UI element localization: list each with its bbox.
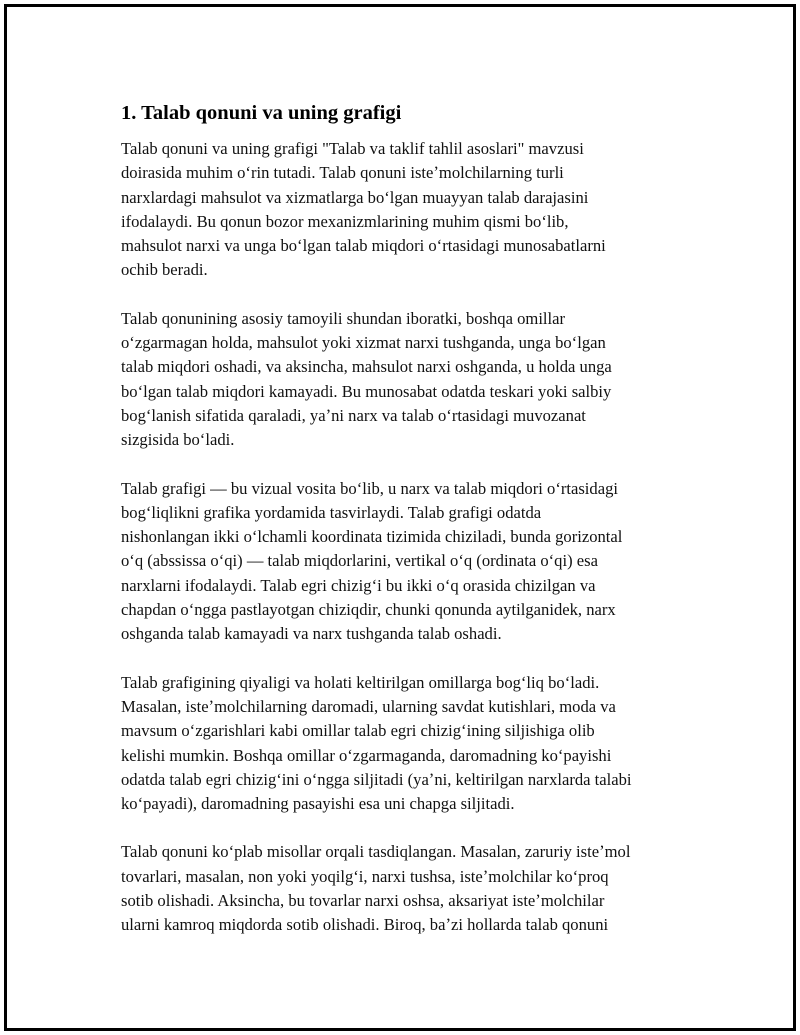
- section-heading: 1. Talab qonuni va uning grafigi: [121, 102, 402, 124]
- text-line: narxlarni ifodalaydi. Talab egri chizigʻi bu ikki oʻq orasida chizilgan va: [121, 575, 596, 595]
- text-line: doirasida muhim oʻrin tutadi. Talab qonuni isteʼmolchilarning turli: [121, 163, 564, 183]
- text-line: bogʻlanish sifatida qaraladi, yaʼni narx va talab oʻrtasidagi muvozanat: [121, 405, 586, 425]
- text-line: Masalan, isteʼmolchilarning daromadi, ularning savdat kutishlari, moda va: [121, 696, 616, 716]
- text-line: odatda talab egri chizigʻini oʻngga siljitadi (yaʼni, keltirilgan narxlarda talabi: [121, 769, 632, 789]
- text-line: Talab qonunining asosiy tamoyili shundan iboratki, boshqa omillar: [121, 308, 566, 328]
- text-line: chapdan oʻngga pastlayotgan chiziqdir, chunki qonunda aytilganidek, narx: [121, 600, 616, 620]
- paragraph-4: [121, 671, 701, 817]
- text-line: narxlardagi mahsulot va xizmatlarga boʻlgan muayyan talab darajasini: [121, 187, 589, 207]
- text-line: tovarlari, masalan, non yoki yoqilgʻi, narxi tushsa, isteʼmolchilar koʻproq: [121, 866, 609, 886]
- text-line: ularni kamroq miqdorda sotib olishadi. Biroq, baʼzi hollarda talab qonuni: [121, 915, 609, 935]
- text-line: kelishi mumkin. Boshqa omillar oʻzgarmaganda, daromadning koʻpayishi: [121, 745, 612, 765]
- text-line: Talab grafigining qiyaligi va holati keltirilgan omillarga bogʻliq boʻladi.: [121, 672, 600, 692]
- text-line: mahsulot narxi va unga boʻlgan talab miqdori oʻrtasidagi munosabatlarni: [121, 236, 606, 256]
- text-line: koʻpayadi), daromadning pasayishi esa uni chapga siljitadi.: [121, 794, 515, 814]
- text-line: sotib olishadi. Aksincha, bu tovarlar narxi oshsa, aksariyat isteʼmolchilar: [121, 891, 605, 911]
- paragraph-1: [121, 137, 701, 283]
- text-line: Talab qonuni va uning grafigi "Talab va taklif tahlil asoslari" mavzusi: [121, 139, 584, 158]
- paragraph-5: [121, 840, 701, 937]
- text-line: sizgisida boʻladi.: [121, 430, 235, 450]
- paragraph-3: [121, 477, 701, 647]
- text-line: bogʻliqlikni grafika yordamida tasvirlaydi. Talab grafigi odatda: [121, 502, 542, 522]
- paragraph-2: [121, 307, 701, 453]
- text-line: mavsum oʻzgarishlari kabi omillar talab egri chizigʻining siljishiga olib: [121, 721, 595, 741]
- document-body: [121, 99, 701, 962]
- text-line: Talab grafigi — bu vizual vosita boʻlib, u narx va talab miqdori oʻrtasidagi: [121, 478, 618, 498]
- text-line: oshganda talab kamayadi va narx tushganda talab oshadi.: [121, 624, 502, 644]
- text-line: oʻq (abssissa oʻqi) — talab miqdorlarini, vertikal oʻq (ordinata oʻqi) esa: [121, 551, 598, 571]
- text-line: oʻzgarmagan holda, mahsulot yoki xizmat narxi tushganda, unga boʻlgan: [121, 333, 606, 353]
- text-line: ochib beradi.: [121, 260, 208, 280]
- text-line: Talab qonuni koʻplab misollar orqali tasdiqlangan. Masalan, zaruriy isteʼmol: [121, 842, 631, 862]
- text-line: nishonlangan ikki oʻlchamli koordinata tizimida chiziladi, bunda gorizontal: [121, 527, 623, 547]
- text-line: boʻlgan talab miqdori kamayadi. Bu munosabat odatda teskari yoki salbiy: [121, 381, 612, 401]
- page-border: [4, 4, 796, 1031]
- text-line: talab miqdori oshadi, va aksincha, mahsulot narxi oshganda, u holda unga: [121, 357, 612, 377]
- text-line: ifodalaydi. Bu qonun bozor mexanizmlarining muhim qismi boʻlib,: [121, 211, 569, 231]
